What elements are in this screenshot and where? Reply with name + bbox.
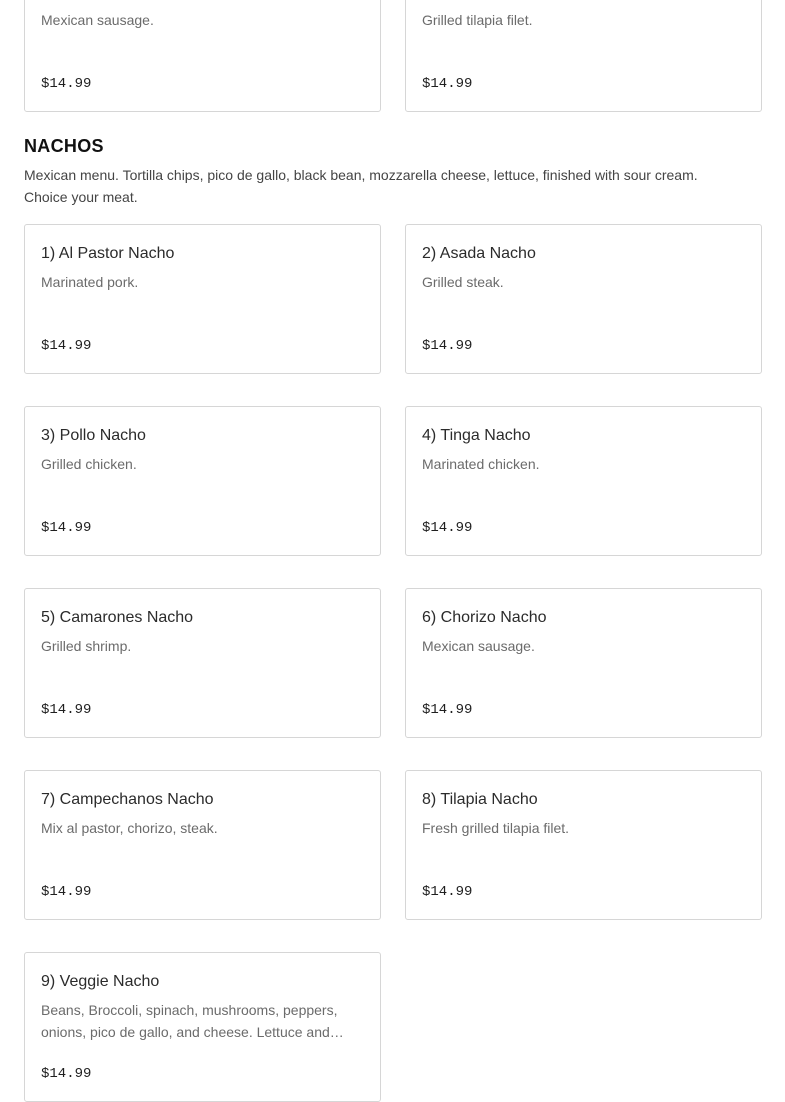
section-title: NACHOS <box>24 136 104 156</box>
item-price: $14.99 <box>422 338 473 354</box>
item-price: $14.99 <box>41 1066 92 1082</box>
menu-item-card[interactable] <box>24 770 381 920</box>
item-name: 3) Pollo Nacho <box>41 427 146 444</box>
menu-item-card[interactable] <box>405 406 762 556</box>
item-name: 6) Chorizo Nacho <box>422 609 547 626</box>
menu-item-card[interactable] <box>405 588 762 738</box>
menu-item-card[interactable] <box>405 0 762 112</box>
item-description: Mexican sausage. <box>41 12 154 28</box>
item-price: $14.99 <box>41 520 92 536</box>
item-name: 7) Campechanos Nacho <box>41 791 214 808</box>
item-price: $14.99 <box>41 76 92 92</box>
menu-item-card[interactable] <box>405 770 762 920</box>
item-description: Beans, Broccoli, spinach, mushrooms, peppers, onions, pico de gallo, and cheese. Lettuce and… <box>41 1002 344 1040</box>
item-price: $14.99 <box>422 76 473 92</box>
menu-item-card[interactable] <box>24 224 381 374</box>
menu-item-card[interactable] <box>24 0 381 112</box>
item-description: Grilled chicken. <box>41 456 137 472</box>
item-price: $14.99 <box>41 338 92 354</box>
item-price: $14.99 <box>41 702 92 718</box>
menu-item-card[interactable] <box>24 588 381 738</box>
item-price: $14.99 <box>41 884 92 900</box>
menu-item-card[interactable] <box>24 406 381 556</box>
item-name: 4) Tinga Nacho <box>422 427 531 444</box>
item-name: 1) Al Pastor Nacho <box>41 245 175 262</box>
menu-item-card[interactable] <box>24 952 381 1102</box>
item-description: Marinated chicken. <box>422 456 540 472</box>
item-price: $14.99 <box>422 702 473 718</box>
item-description: Fresh grilled tilapia filet. <box>422 820 570 836</box>
item-description: Grilled shrimp. <box>41 638 132 654</box>
menu-item-card[interactable] <box>405 224 762 374</box>
item-name: 5) Camarones Nacho <box>41 609 194 626</box>
item-description: Grilled steak. <box>422 274 504 290</box>
item-description: Mix al pastor, chorizo, steak. <box>41 820 218 836</box>
item-description: Grilled tilapia filet. <box>422 12 533 28</box>
section-description: Mexican menu. Tortilla chips, pico de gallo, black bean, mozzarella cheese, lettuce, finished with sour cream. Choice your meat. <box>24 167 698 205</box>
item-name: 2) Asada Nacho <box>422 245 536 262</box>
item-description: Marinated pork. <box>41 274 139 290</box>
item-name: 9) Veggie Nacho <box>41 973 160 990</box>
item-name: 8) Tilapia Nacho <box>422 791 538 808</box>
item-price: $14.99 <box>422 884 473 900</box>
item-price: $14.99 <box>422 520 473 536</box>
item-description: Mexican sausage. <box>422 638 535 654</box>
